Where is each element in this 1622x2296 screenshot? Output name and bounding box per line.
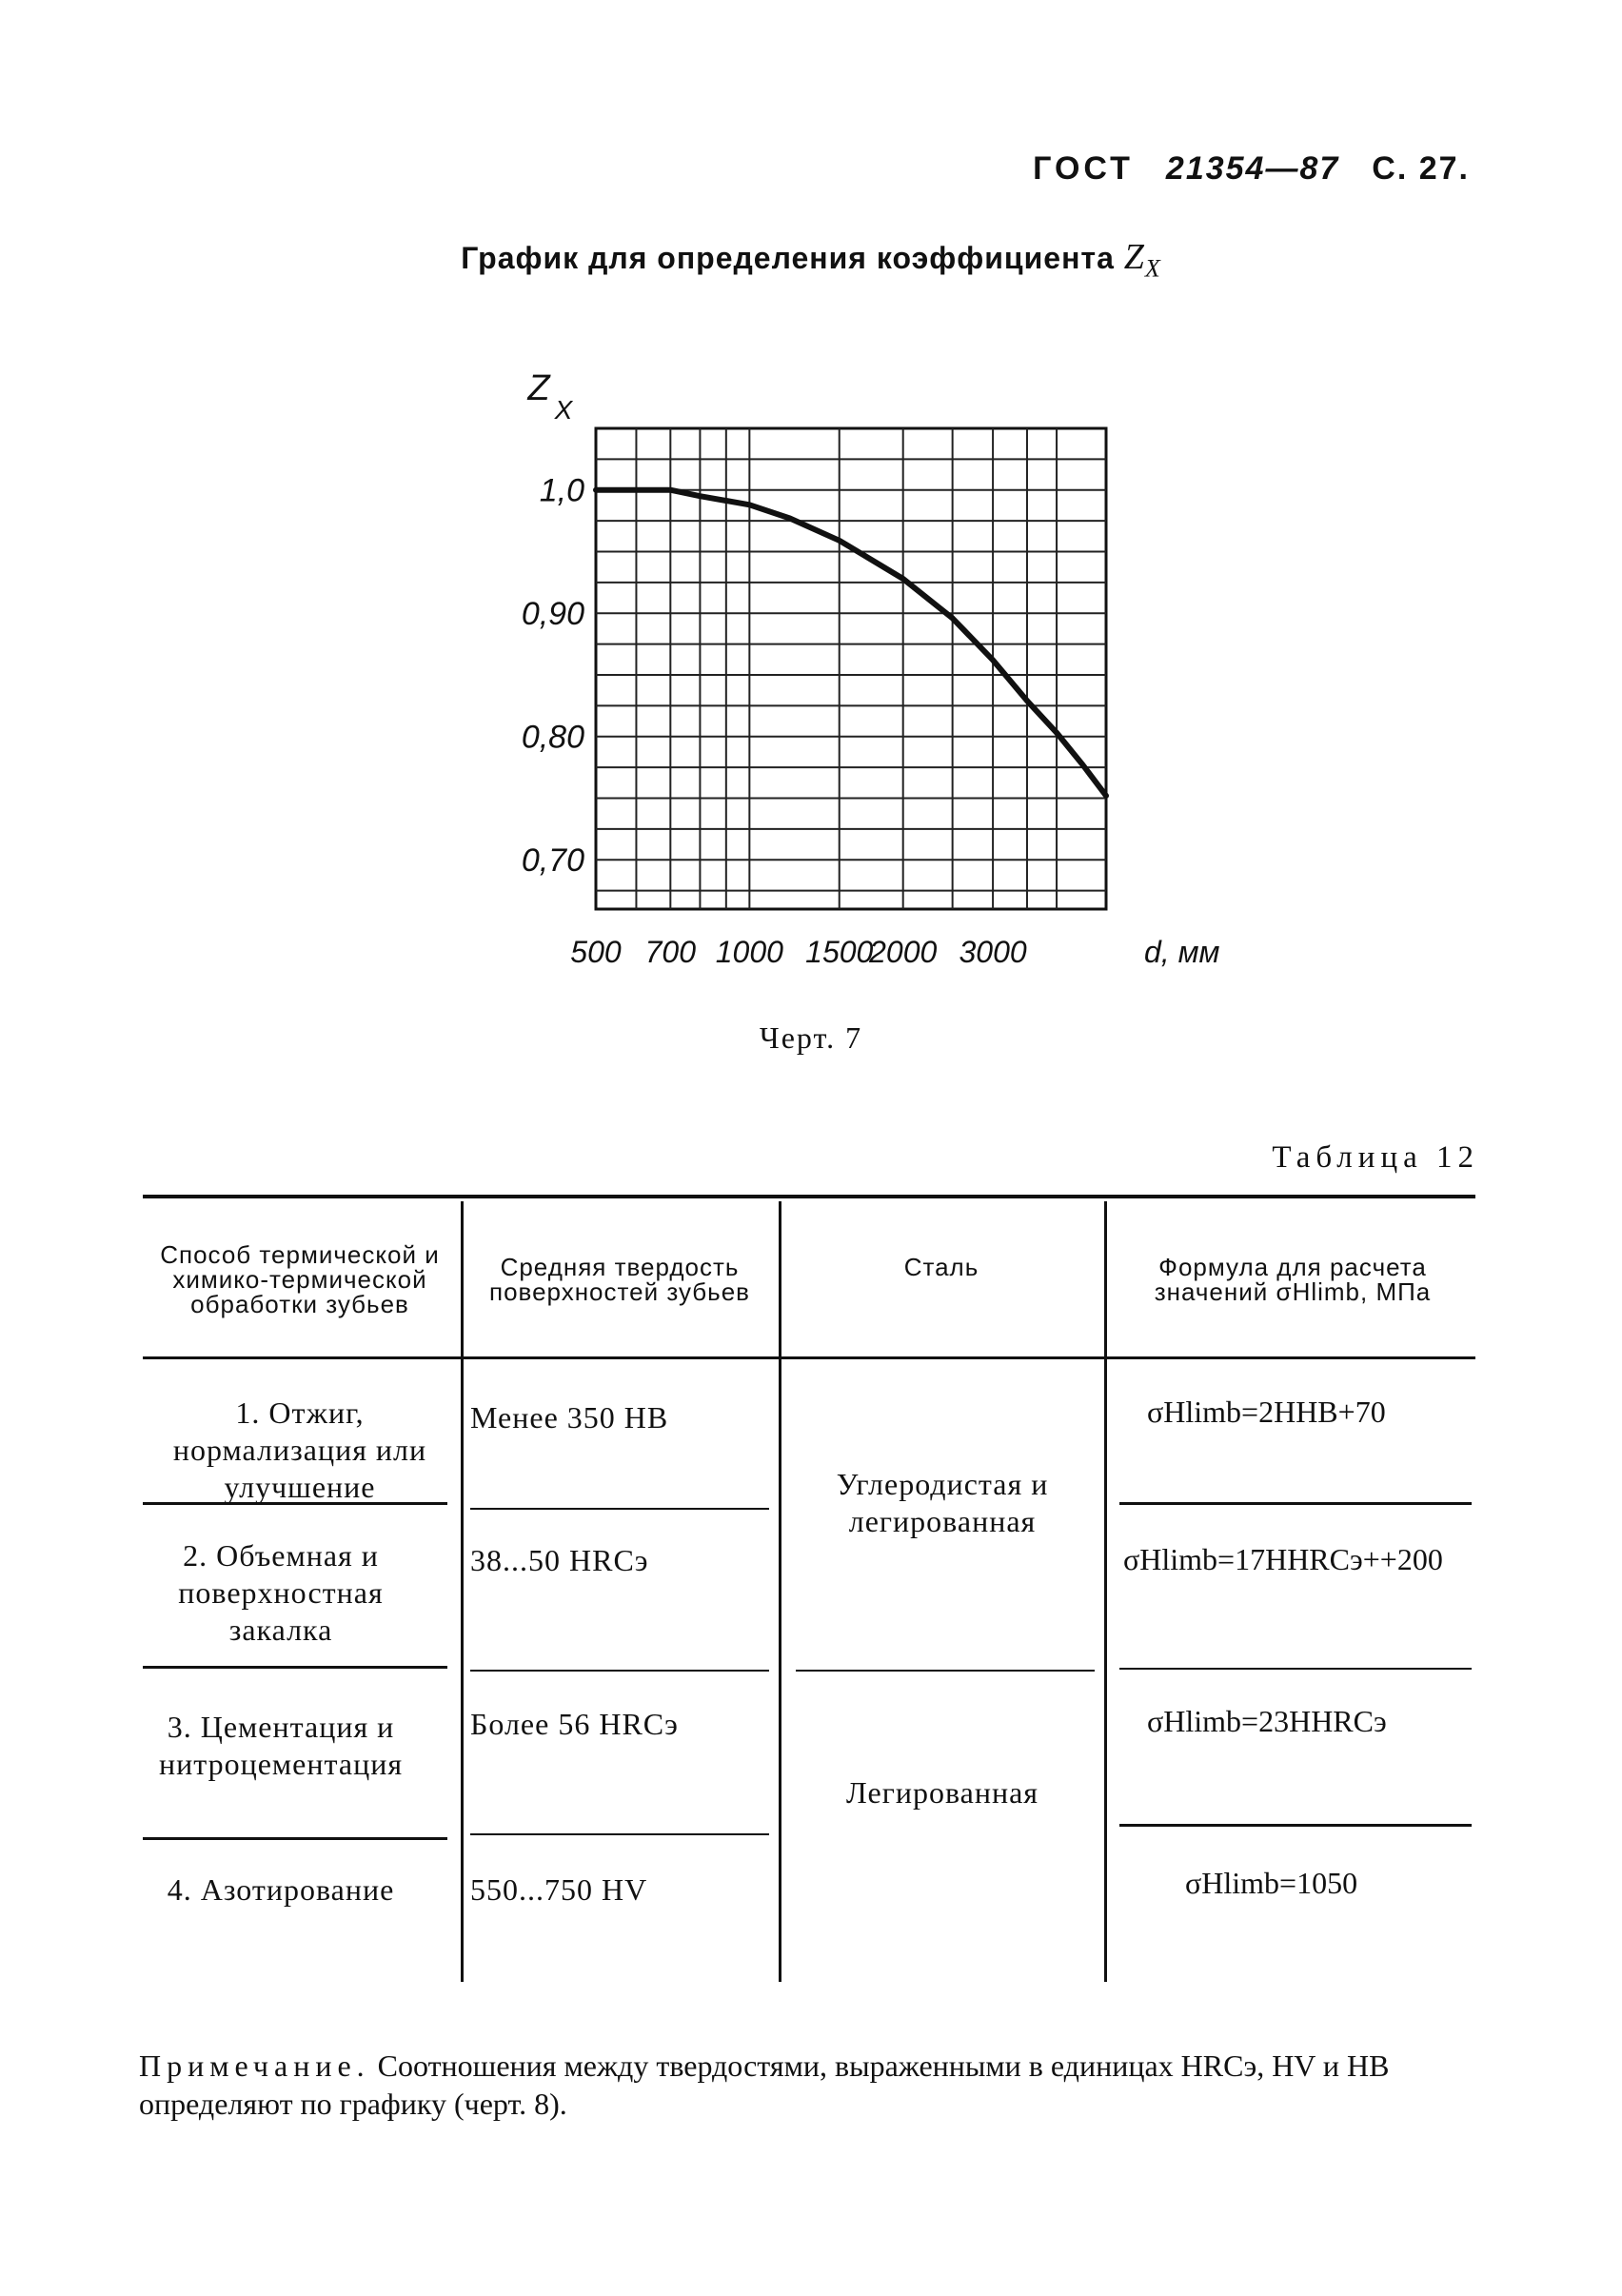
y-tick-label: 0,70 [521, 842, 584, 880]
row-rule-1-hardness [470, 1508, 769, 1510]
y-tick-label: 1,0 [539, 472, 584, 509]
row-rule-2-method [143, 1666, 447, 1669]
series-point-0 [595, 488, 598, 491]
formula-1-text: σHlimb=2HHB+70 [1147, 1395, 1386, 1429]
cell-method-2: 2. Объемная и поверхностная закалка [178, 1538, 384, 1647]
series-point-10 [1025, 700, 1028, 703]
row-rule-3-method [143, 1837, 447, 1840]
cell-formula-1 [1147, 1395, 1386, 1430]
note-text: Соотношения между твердостями, выраженными в единицах HRCэ, HV и HB определяют по графику (черт. 8). [139, 2049, 1390, 2121]
x-axis-label: d, мм [1144, 935, 1220, 969]
series-point-8 [951, 617, 954, 620]
chart-frame [596, 428, 1106, 909]
standard-number: 21354—87 [1165, 150, 1340, 187]
formula-2-text: σHlimb=17HHRCэ++200 [1123, 1542, 1443, 1576]
column-divider-1 [461, 1201, 464, 1982]
cell-method-4: 4. Азотирование [167, 1872, 395, 1907]
chart-grid [596, 428, 1106, 909]
cell-hardness-3: Более 56 HRCэ [470, 1707, 679, 1741]
row-rule-2-steel [796, 1670, 1095, 1672]
row-rule-2-hardness [470, 1670, 769, 1672]
series-point-11 [1056, 731, 1058, 734]
series-point-5 [788, 517, 791, 520]
cell-hardness-1: Менее 350 HB [470, 1400, 669, 1435]
chart-curve [595, 488, 1108, 797]
column-divider-2 [779, 1201, 781, 1982]
row-rule-1-formula [1119, 1502, 1472, 1505]
table-header-rule [143, 1356, 1475, 1359]
y-tick-label: 0,80 [521, 719, 584, 756]
series-point-12 [1081, 763, 1084, 766]
formula-3-text: σHlimb=23HHRCэ [1147, 1704, 1387, 1738]
table-top-rule [143, 1195, 1475, 1198]
series-point-2 [669, 488, 672, 491]
cell-steel-group-1: Углеродистая и легированная [836, 1467, 1049, 1538]
series-point-6 [838, 539, 841, 542]
chart-caption: Черт. 7 [759, 1020, 863, 1055]
cell-method-1: 1. Отжиг, нормализация или улучшение [172, 1395, 427, 1504]
page-number: С. 27. [1372, 150, 1470, 187]
row-rule-2-formula [1119, 1668, 1472, 1670]
series-point-3 [699, 495, 702, 498]
x-tick-label: 500 [570, 935, 622, 969]
column-divider-3 [1104, 1201, 1107, 1982]
note-paragraph [139, 2047, 1481, 2123]
header-hardness: Средняя твердость поверхностей зубьев [489, 1253, 750, 1306]
row-rule-3-hardness [470, 1833, 769, 1835]
series-point-4 [748, 504, 751, 506]
row-rule-3-formula [1119, 1824, 1472, 1827]
y-axis-label-subscript: X [554, 395, 573, 425]
x-tick-label: 1500 [805, 935, 874, 969]
cell-steel-group-2: Легированная [846, 1775, 1038, 1810]
cell-hardness-4: 550...750 HV [470, 1872, 648, 1907]
zx-chart [0, 0, 1622, 1009]
cell-hardness-2: 38...50 HRCэ [470, 1543, 649, 1577]
standard-label: ГОСТ [1033, 150, 1134, 187]
cell-formula-3 [1147, 1704, 1387, 1739]
x-tick-label: 700 [644, 935, 697, 969]
header-steel: Сталь [903, 1253, 979, 1281]
table-label: Таблица 12 [1272, 1140, 1479, 1175]
series-point-7 [901, 577, 904, 580]
cell-method-3: 3. Цементация и нитроцементация [158, 1710, 404, 1781]
series-line-0 [596, 490, 1106, 796]
series-point-13 [1105, 794, 1108, 797]
y-axis-label: Z [527, 368, 550, 408]
chart-title-symbol: $Z_X$ [1123, 237, 1161, 283]
cell-formula-4 [1185, 1866, 1357, 1901]
header-method: Способ термической и химико-термической обработки зубьев [160, 1240, 440, 1318]
header-formula: Формула для расчета значений σHlimb, МПа [1154, 1253, 1432, 1306]
series-point-1 [635, 488, 638, 491]
note-label: Примечание. [139, 2049, 370, 2083]
y-tick-label: 0,90 [521, 596, 584, 633]
x-tick-label: 3000 [959, 935, 1027, 969]
series-point-9 [992, 659, 995, 662]
x-tick-label: 2000 [869, 935, 938, 969]
x-tick-label: 1000 [715, 935, 783, 969]
formula-4-text: σHlimb=1050 [1185, 1866, 1358, 1900]
chart-title-text: График для определения коэффициента [461, 241, 1115, 275]
cell-formula-2 [1123, 1542, 1466, 1577]
